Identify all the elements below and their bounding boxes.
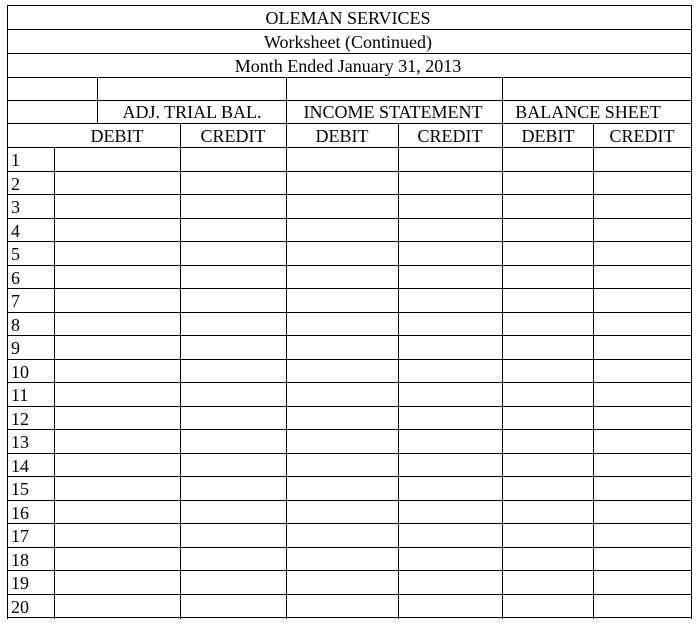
table-row (7, 194, 691, 218)
col-header-adj-credit: CREDIT (200, 126, 266, 146)
grid-hline (7, 100, 692, 101)
grid-hline (7, 123, 692, 124)
grid-hline (7, 429, 692, 430)
row-number: 8 (11, 315, 20, 335)
row-number: 19 (11, 573, 29, 593)
row-number: 7 (11, 291, 20, 311)
row-number: 13 (11, 432, 29, 452)
worksheet-period: Month Ended January 31, 2013 (234, 56, 462, 76)
col-header-is-credit: CREDIT (417, 126, 483, 146)
row-number: 11 (11, 385, 29, 405)
col-header-is-debit: DEBIT (315, 126, 369, 146)
table-row (7, 429, 691, 453)
table-row (7, 594, 691, 618)
row-number: 16 (11, 503, 29, 523)
row-number: 20 (11, 597, 29, 617)
grid-hline (7, 476, 692, 477)
table-row (7, 265, 691, 289)
row-number: 18 (11, 550, 29, 570)
grid-vline-group (286, 77, 287, 124)
grid-vline-column (398, 123, 399, 619)
table-row (7, 147, 691, 171)
grid-hline (7, 265, 692, 266)
group-income-statement: INCOME STATEMENT (303, 102, 483, 122)
grid-hline (7, 570, 692, 571)
table-row (7, 359, 691, 383)
row-number: 2 (11, 174, 20, 194)
grid-hline (7, 53, 692, 54)
row-number: 9 (11, 338, 20, 358)
table-row (7, 312, 691, 336)
grid-hline (7, 617, 692, 618)
grid-vline-group (97, 77, 98, 124)
row-number: 6 (11, 268, 20, 288)
row-number: 10 (11, 362, 29, 382)
grid-hline (7, 194, 692, 195)
grid-hline (7, 453, 692, 454)
grid-hline (7, 547, 692, 548)
table-row (7, 171, 691, 195)
grid-hline (7, 77, 692, 78)
row-number: 1 (11, 150, 20, 170)
grid-hline (7, 147, 692, 148)
grid-hline (7, 382, 692, 383)
row-number: 17 (11, 526, 29, 546)
row-number: 3 (11, 197, 20, 217)
grid-hline (7, 29, 692, 30)
table-row (7, 547, 691, 571)
grid-hline (7, 171, 692, 172)
grid-hline (7, 335, 692, 336)
grid-hline (7, 594, 692, 595)
grid-hline (7, 500, 692, 501)
row-number: 12 (11, 409, 29, 429)
table-row (7, 523, 691, 547)
grid-hline (7, 406, 692, 407)
row-number: 15 (11, 479, 29, 499)
row-number: 14 (11, 456, 29, 476)
grid-vline-column (54, 147, 55, 619)
col-header-bs-debit: DEBIT (521, 126, 575, 146)
grid-vline-left (7, 5, 8, 619)
col-header-bs-credit: CREDIT (609, 126, 675, 146)
company-name: OLEMAN SERVICES (265, 8, 431, 28)
worksheet-title: Worksheet (Continued) (263, 32, 433, 52)
grid-hline (7, 312, 692, 313)
grid-vline-right (691, 5, 692, 619)
grid-vline-column (593, 123, 594, 619)
group-balance-sheet: BALANCE SHEET (515, 102, 661, 122)
col-header-adj-debit: DEBIT (90, 126, 144, 146)
grid-vline-column (286, 123, 287, 619)
group-adj-trial-bal: ADJ. TRIAL BAL. (122, 102, 262, 122)
table-row (7, 241, 691, 265)
table-row (7, 335, 691, 359)
grid-hline (7, 359, 692, 360)
table-row (7, 453, 691, 477)
grid-hline (7, 241, 692, 242)
table-row (7, 382, 691, 406)
grid-vline-group (502, 77, 503, 124)
grid-hline (7, 523, 692, 524)
table-row (7, 406, 691, 430)
grid-hline (7, 218, 692, 219)
row-number: 4 (11, 221, 20, 241)
table-row (7, 476, 691, 500)
grid-vline-column (180, 123, 181, 619)
grid-hline (7, 288, 692, 289)
grid-vline-column (502, 123, 503, 619)
table-row (7, 218, 691, 242)
table-row (7, 500, 691, 524)
table-row (7, 570, 691, 594)
row-number: 5 (11, 244, 20, 264)
grid-hline (7, 5, 692, 6)
table-row (7, 288, 691, 312)
